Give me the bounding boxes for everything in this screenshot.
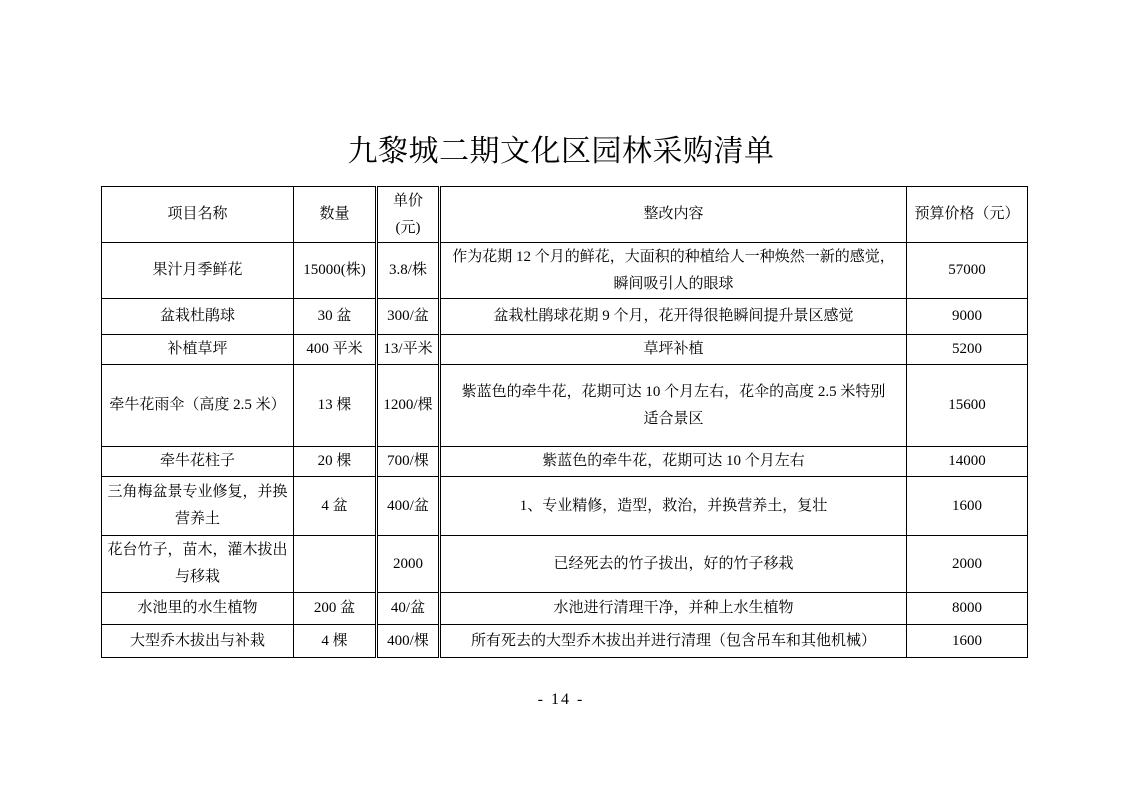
unit-price-cell: [377, 593, 440, 625]
quantity: 13 棵: [317, 397, 352, 413]
quantity: 400 平米: [306, 341, 363, 357]
item-name-cell: [102, 625, 294, 658]
table-row: [102, 243, 1028, 299]
procurement-table: [101, 186, 1028, 658]
budget: 1600: [952, 497, 982, 514]
quantity-cell: [294, 477, 377, 536]
unit-price-cell: [377, 335, 440, 365]
unit-price: 2000: [393, 555, 423, 572]
budget-cell: [907, 625, 1028, 658]
unit-price: 400/盆: [387, 497, 429, 514]
budget-cell: [907, 243, 1028, 299]
document-title: 九黎城二期文化区园林采购清单: [347, 135, 775, 168]
header-content-label: 整改内容: [643, 206, 704, 222]
quantity-cell: [294, 593, 377, 625]
unit-price-cell: [377, 447, 440, 477]
content-cell: [440, 447, 907, 477]
item-name: 牵牛花雨伞（高度 2.5 米）: [109, 397, 286, 413]
quantity-cell: [294, 299, 377, 335]
budget-cell: [907, 335, 1028, 365]
quantity: 20 棵: [317, 453, 352, 469]
item-name: 盆栽杜鹃球: [159, 308, 235, 324]
content-line: 草坪补植: [643, 341, 704, 357]
table-row: [102, 447, 1028, 477]
header-unit-price: [377, 187, 440, 243]
content-line: 瞬间吸引人的眼球: [613, 275, 734, 292]
unit-price: 13/平米: [383, 341, 433, 357]
table-row: [102, 536, 1028, 593]
item-name: 水池里的水生植物: [137, 600, 258, 616]
table-header-row: [102, 187, 1028, 243]
item-name-cell: [102, 477, 294, 536]
content-cell: [440, 335, 907, 365]
quantity: 4 棵: [321, 632, 348, 649]
budget: 5200: [952, 341, 982, 357]
budget: 2000: [952, 555, 982, 572]
table-row: [102, 299, 1028, 335]
content-line: 适合景区: [643, 410, 704, 427]
item-name-cell: [102, 243, 294, 299]
header-item-name: [102, 187, 294, 243]
budget-cell: [907, 365, 1028, 447]
content-cell: [440, 365, 907, 447]
unit-price: 700/棵: [387, 453, 429, 469]
budget-cell: [907, 536, 1028, 593]
item-name-line: 三角梅盆景专业修复，并换: [107, 484, 288, 500]
quantity: 200 盆: [313, 600, 356, 616]
content-cell: [440, 593, 907, 625]
budget: 1600: [952, 632, 982, 649]
quantity-cell: [294, 536, 377, 593]
unit-price: 40/盆: [390, 600, 426, 616]
page-number: - 14 -: [537, 691, 585, 708]
unit-price: 400/棵: [387, 632, 429, 649]
header-quantity-label: 数量: [319, 206, 350, 222]
item-name-cell: [102, 299, 294, 335]
item-name-line: 与移栽: [174, 569, 220, 585]
budget-cell: [907, 447, 1028, 477]
unit-price: 300/盆: [387, 308, 429, 324]
content-line: 1、专业精修，造型，救治，并换营养土，复壮: [519, 497, 828, 514]
unit-price: 3.8/株: [389, 262, 427, 278]
budget: 8000: [952, 600, 982, 616]
item-name-cell: [102, 365, 294, 447]
quantity-cell: [294, 625, 377, 658]
budget-cell: [907, 477, 1028, 536]
item-name: 果汁月季鲜花: [152, 262, 243, 278]
content-line: 紫蓝色的牵牛花，花期可达 10 个月左右，花伞的高度 2.5 米特别: [461, 383, 886, 400]
unit-price-cell: [377, 365, 440, 447]
content-cell: [440, 536, 907, 593]
header-budget: [907, 187, 1028, 243]
header-content: [440, 187, 907, 243]
item-name-line: 营养土: [174, 511, 220, 527]
unit-price-cell: [377, 299, 440, 335]
content-line: 所有死去的大型乔木拔出并进行清理（包含吊车和其他机械）: [470, 632, 876, 649]
content-line: 作为花期 12 个月的鲜花，大面积的种植给人一种焕然一新的感觉，: [452, 248, 895, 265]
content-line: 紫蓝色的牵牛花，花期可达 10 个月左右: [542, 453, 805, 469]
budget-cell: [907, 299, 1028, 335]
quantity-cell: [294, 243, 377, 299]
quantity-cell: [294, 447, 377, 477]
unit-price: 1200/棵: [383, 397, 433, 413]
table-row: [102, 593, 1028, 625]
item-name-cell: [102, 335, 294, 365]
quantity-cell: [294, 365, 377, 447]
item-name-cell: [102, 593, 294, 625]
table-row: [102, 625, 1028, 658]
item-name-cell: [102, 536, 294, 593]
content-cell: [440, 625, 907, 658]
content-cell: [440, 243, 907, 299]
budget-cell: [907, 593, 1028, 625]
budget: 15600: [948, 397, 986, 413]
item-name: 补植草坪: [167, 341, 228, 357]
budget: 57000: [948, 262, 986, 278]
table-row: [102, 365, 1028, 447]
content-line: 盆栽杜鹃球花期 9 个月，花开得很艳瞬间提升景区感觉: [493, 308, 854, 324]
budget: 9000: [952, 308, 982, 324]
unit-price-cell: [377, 625, 440, 658]
header-unit-price-label: 单价: [392, 192, 423, 209]
table-row: [102, 477, 1028, 536]
unit-price-cell: [377, 536, 440, 593]
quantity-cell: [294, 335, 377, 365]
quantity: 30 盆: [317, 308, 352, 324]
item-name-line: 花台竹子，苗木，灌木拔出: [107, 542, 288, 558]
item-name: 牵牛花柱子: [159, 453, 235, 469]
content-line: 已经死去的竹子拔出，好的竹子移栽: [553, 555, 794, 572]
quantity: 15000(株): [303, 262, 366, 278]
content-cell: [440, 477, 907, 536]
header-budget-label: 预算价格（元）: [914, 206, 1020, 222]
unit-price-cell: [377, 243, 440, 299]
budget: 14000: [948, 453, 986, 469]
quantity: 4 盆: [321, 497, 348, 514]
item-name-cell: [102, 447, 294, 477]
unit-price-cell: [377, 477, 440, 536]
content-cell: [440, 299, 907, 335]
header-unit-price-unit: (元): [395, 219, 421, 236]
header-item-name-label: 项目名称: [167, 206, 228, 222]
table-row: [102, 335, 1028, 365]
content-line: 水池进行清理干净，并种上水生植物: [553, 600, 794, 616]
header-quantity: [294, 187, 377, 243]
item-name: 大型乔木拔出与补栽: [129, 632, 265, 649]
